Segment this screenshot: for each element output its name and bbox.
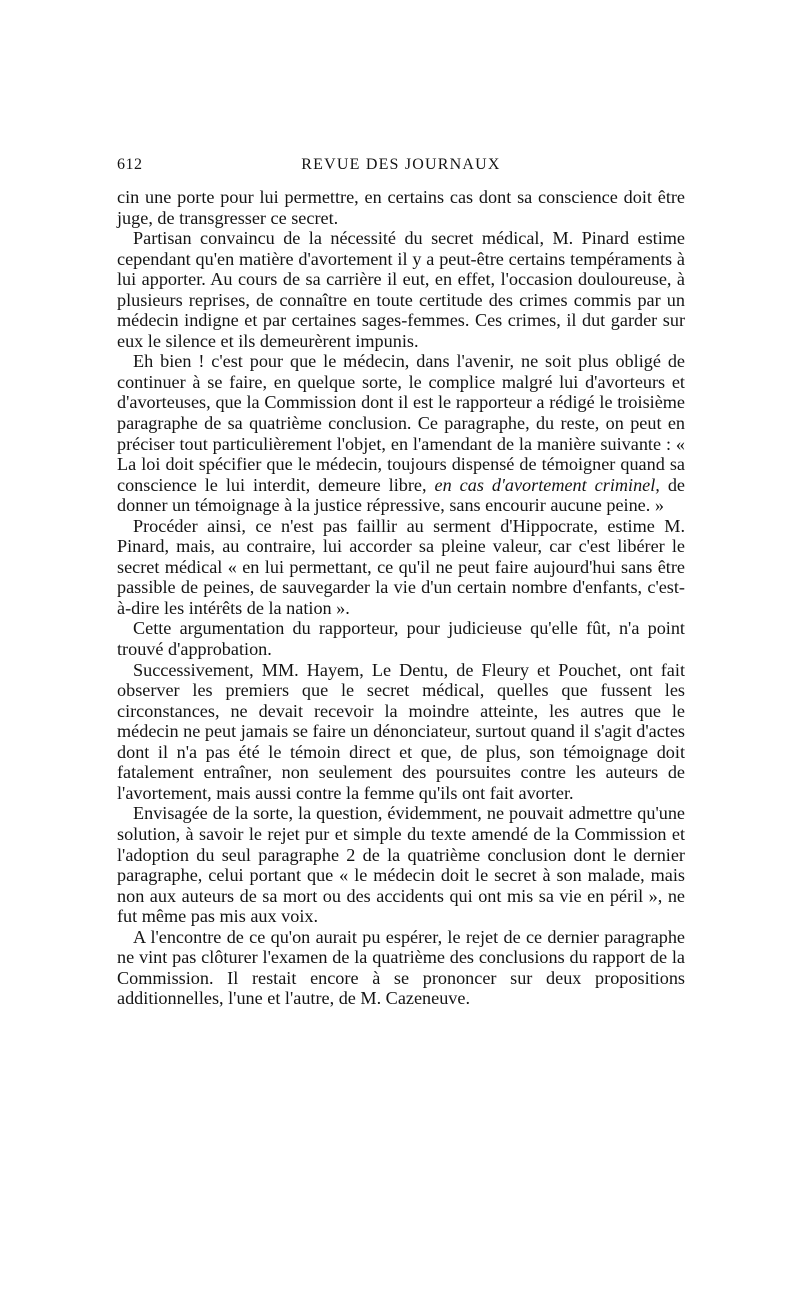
page-header (117, 156, 685, 178)
paragraph-argumentation: Cette argumentation du rapporteur, pour judicieuse qu'elle fût, n'a point trouvé d'approbation. (117, 618, 685, 660)
page-number: 612 (117, 156, 143, 173)
paragraph-continuation: cin une porte pour lui permettre, en certains cas dont sa conscience doit être juge, de transgresser ce secret. (117, 187, 685, 228)
paragraph-pinard-position: Partisan convaincu de la nécessité du secret médical, M. Pinard estime cependant qu'en matière d'avortement il y a peut-être certains tempéraments à lui apporter. Au cours de sa carrière il eut, en effet, l'occasion douloureuse, à plusieurs reprises, de connaître en toute certitude des crimes commis par un médecin indigne et par certaines sages-femmes. Ces crimes, il dut garder sur eux le silence et ils demeurèrent impunis. (117, 228, 685, 351)
italic-phrase: en cas d'avortement criminel, (434, 474, 660, 495)
body-text (117, 187, 685, 1009)
paragraph-rejection: Envisagée de la sorte, la question, évidemment, ne pouvait admettre qu'une solution, à savoir le rejet pur et simple du texte amendé de la Commission et l'adoption du seul paragraphe 2 de la quatrième conclusion dont le dernier paragraphe, celui portant que « le médecin doit le secret à son malade, mais non aux auteurs de sa mort ou des accidents qui ont mis sa vie en péril », ne fut même pas mis aux voix. (117, 803, 685, 927)
paragraph-hippocrates: Procéder ainsi, ce n'est pas faillir au serment d'Hippocrate, estime M. Pinard, mais, au contraire, lui accorder sa pleine valeur, car c'est libérer le secret médical « en lui permettant, ce qu'il ne peut faire aujourd'hui sans être passible de peines, de sauvegarder la vie d'un certain nombre d'enfants, c'est-à-dire les intérêts de la nation ». (117, 515, 685, 618)
paragraph-text: de donner un témoignage à la justice répressive, sans encourir aucune peine. » (117, 474, 685, 516)
paragraph-additional-propositions: A l'encontre de ce qu'on aurait pu espérer, le rejet de ce dernier paragraphe ne vint pas clôturer l'examen de la quatrième des conclusions du rapport de la Commission. Il restait encore à se prononcer sur deux propositions additionnelles, l'une et l'autre, de M. Cazeneuve. (117, 926, 685, 1009)
paragraph-commission-amendment (117, 351, 685, 515)
paragraph-text: Eh bien ! c'est pour que le médecin, dans l'avenir, ne soit plus obligé de continuer à se faire, en quelque sorte, le complice malgré lui d'avorteurs et d'avorteuses, que la Commission dont il est le rapporteur a rédigé le troisième paragraphe de sa quatrième conclusion. Ce paragraphe, du reste, on peut en préciser tout particulièrement l'objet, en l'amendant de la manière suivante : « La loi doit spécifier que le médecin, toujours dispensé de témoigner quand sa conscience le lui interdit, demeure libre, (117, 351, 685, 495)
paragraph-objections: Successivement, MM. Hayem, Le Dentu, de Fleury et Pouchet, ont fait observer les premiers que le secret médical, quelles que fussent les circonstances, ne devait recevoir la moindre atteinte, les autres que le médecin ne peut jamais se faire un dénonciateur, surtout quand il s'agit d'actes dont il n'a pas été le témoin direct et que, de plus, son témoignage doit fatalement entraîner, non seulement des poursuites contre les auteurs de l'avortement, mais aussi contre la femme qu'ils ont fait avorter. (117, 659, 685, 803)
running-head: REVUE DES JOURNAUX (301, 156, 501, 173)
